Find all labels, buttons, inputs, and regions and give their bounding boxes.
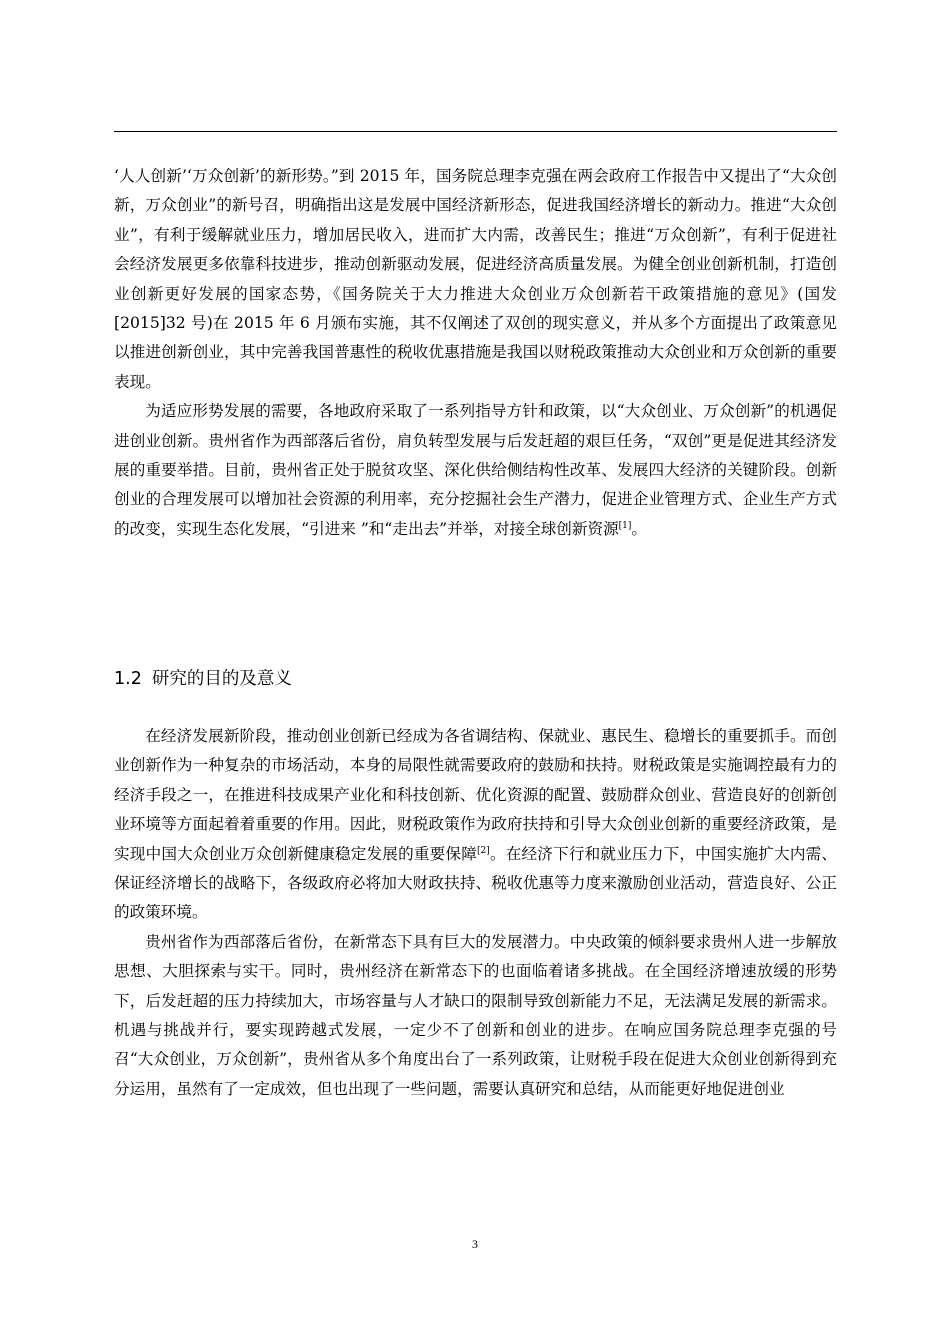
paragraph-2 [114,397,837,544]
citation-1: [1] [618,520,632,531]
section-heading [114,664,292,694]
body-text-top [114,162,837,544]
paragraph-2-tail: 。 [631,519,648,538]
citation-2: [2] [477,845,490,856]
paragraph-1-text: ‘人人创新’‘万众创新’的新形势。”到 2015 年，国务院总理李克强在两会政府工作报告中又提出了“大众创新，万众创业”的新号召，明确指出这是发展中国经济新形态，促进我国经济增长的新动力。推进“大众创业”，有利于缓解就业压力，增加居民收入，进而扩大内需，改善民生；推进“万众创新”，有利于促进社会经济发展更多依靠科技进步，推动创新驱动发展，促进经济高质量发展。为健全创业创新机制，打造创业创新更好发展的国家态势，《国务院关于大力推进大众创业万众创新若干政策措施的意见》(国发[2015]32 号)在 2015 年 6 月颁布实施，其不仅阐述了双创的现实意义，并从多个方面提出了政策意见以推进创新创业，其中完善我国普惠性的税收优惠措施是我国以财税政策推动大众创业和万众创新的重要表现。 [114,167,837,391]
paragraph-4 [114,928,837,1104]
page-number: 3 [472,1237,478,1251]
section-number: 1.2 [114,669,142,689]
paragraph-1 [114,162,837,397]
paragraph-3 [114,722,837,928]
header-rule [114,131,837,132]
body-text-bottom [114,722,837,1104]
paragraph-4-text: 贵州省作为西部落后省份，在新常态下具有巨大的发展潜力。中央政策的倾斜要求贵州人进一步解放思想、大胆探索与实干。同时，贵州经济在新常态下的也面临着诸多挑战。在全国经济增速放缓的形势下，后发赶超的压力持续加大，市场容量与人才缺口的限制导致创新能力不足，无法满足发展的新需求。机遇与挑战并行，要实现跨越式发展，一定少不了创新和创业的进步。在响应国务院总理李克强的号召“大众创业，万众创新”，贵州省从多个角度出台了一系列政策，让财税手段在促进大众创业创新得到充分运用，虽然有了一定成效，但也出现了一些问题，需要认真研究和总结，从而能更好地促进创业 [114,932,837,1098]
paragraph-3-text: 在经济发展新阶段，推动创业创新已经成为各省调结构、保就业、惠民生、稳增长的重要抓手。而创业创新作为一种复杂的市场活动，本身的局限性就需要政府的鼓励和扶持。财税政策是实施调控最有力的经济手段之一，在推进科技成果产业化和科技创新、优化资源的配置、鼓励群众创业、营造良好的创新创业环境等方面起着着重要的作用。因此，财税政策作为政府扶持和引导大众创业创新的重要经济政策，是实现中国大众创业万众创新健康稳定发展的重要保障 [114,727,837,863]
paragraph-3-tail: 。在经济下行和就业压力下，中国实施扩大内需、保证经济增长的战略下，各级政府必将加大财政扶持、税收优惠等力度来激励创业活动，营造良好、公正的政策环境。 [114,844,837,922]
paragraph-2-text: 为适应形势发展的需要，各地政府采取了一系列指导方针和政策，以“大众创业、万众创新”的机遇促进创业创新。贵州省作为西部落后省份，肩负转型发展与后发赶超的艰巨任务，“双创”更是促进其经济发展的重要举措。目前，贵州省正处于脱贫攻坚、深化供给侧结构性改革、发展四大经济的关键阶段。创新创业的合理发展可以增加社会资源的利用率，充分挖掘社会生产潜力，促进企业管理方式、企业生产方式的改变，实现生态化发展，“引进来 ”和“走出去”并举，对接全球创新资源 [114,402,837,538]
section-title: 研究的目的及意义 [151,669,292,689]
